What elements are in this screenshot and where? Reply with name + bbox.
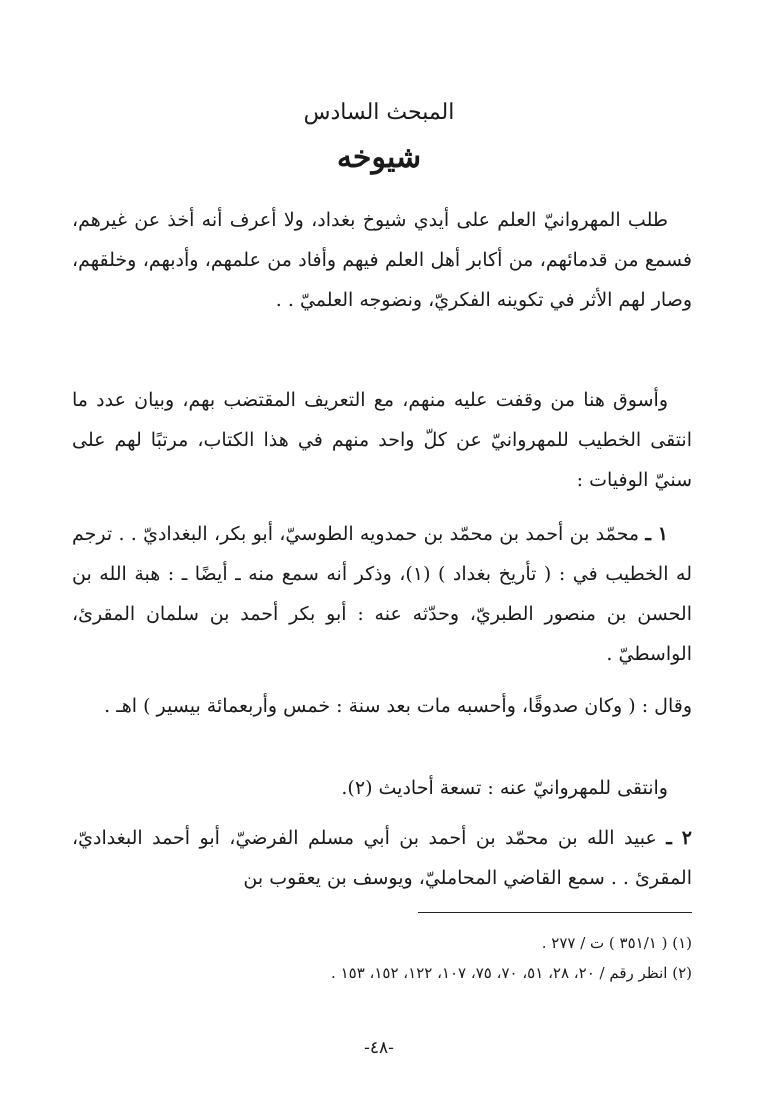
paragraph-method: وأسوق هنا من وقفت عليه منهم، مع التعريف المقتضب بهم، وبيان عدد ما انتقى الخطيب للمهروانيّ عن كلّ واحد منهم في هذا الكتاب، مرتبًا لهم على سنيّ الوفيات : (72, 389, 692, 491)
chapter-title: المبحث السادس (303, 100, 455, 125)
entry-text-1: محمّد بن أحمد بن محمّد بن حمدويه الطوسيّ، أبو بكر، البغداديّ . . ترجم له الخطيب في : ( تأريخ بغداد ) (١)، وذكر أنه سمع منه ـ أيضًا ـ : هبة الله بن الحسن بن منصور الطبريّ، وحدّثه عنه : أبو بكر أحمد بن سلمان المقرئ، الواسطيّ . (72, 523, 692, 665)
paragraph-selection: وانتقى للمهروانيّ عنه : تسعة أحاديث (٢). (341, 777, 668, 799)
paragraph-quote: وقال : ( وكان صدوقًا، وأحسبه مات بعد سنة : خمس وأربعمائة بيسير ) اهـ . (104, 695, 692, 717)
footnote-divider (418, 912, 692, 913)
paragraph-intro: طلب المهروانيّ العلم على أيدي شيوخ بغداد، ولا أعرف أنه أخذ عن غيرهم، فسمع من قدمائهم، من أكابر أهل العلم فيهم وأفاد من علمهم، وأدبهم، وخلقهم، وصار لهم الأثر في تكوينه الفكريّ، ونضوجه العلميّ . . (72, 209, 692, 311)
entry-number-1: ١ ـ (645, 523, 668, 545)
paragraph-entry-2 (72, 818, 692, 898)
entry-number-2: ٢ ـ (666, 827, 692, 849)
section-heading: شيوخه (336, 140, 422, 175)
footnote-1: (١) ( ٣٥١/١ ) ت / ٢٧٧ . (541, 934, 692, 952)
footnotes (72, 928, 692, 988)
entry-text-2: عبيد الله بن محمّد بن أحمد بن أبي مسلم الفرضيّ، أبو أحمد البغداديّ، المقرئ . . سمع القاضي المحامليّ، ويوسف بن يعقوب بن (72, 827, 692, 889)
page-number: -٤٨- (364, 1038, 394, 1058)
paragraph-entry-1 (72, 514, 692, 674)
footnote-2: (٢) انظر رقم / ٢٠، ٢٨، ٥١، ٧٠، ٧٥، ١٠٧، ١٢٢، ١٥٢، ١٥٣ . (331, 964, 692, 982)
